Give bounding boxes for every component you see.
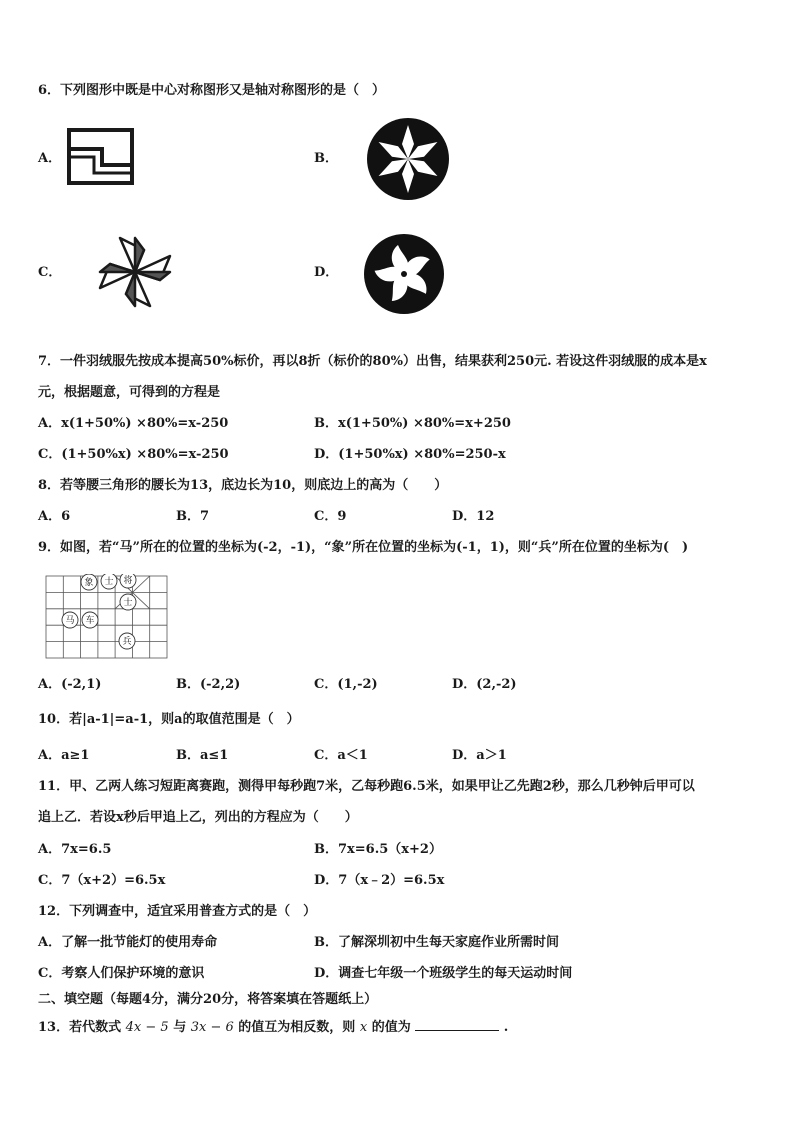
chess-piece-shi-2: 士 (123, 598, 133, 608)
q8-option-c: C．9 (314, 509, 347, 524)
q7-option-c: C．(1+50%x) ×80%=x-250 (38, 447, 229, 462)
q10-option-d: D．a＞1 (452, 748, 507, 763)
pinwheel-figure (96, 234, 174, 310)
q8-option-b: B．7 (176, 509, 210, 524)
q7-option-b: B．x(1+50%) ×80%=x+250 (314, 416, 511, 431)
q11-option-d: D．7（x﹣2）=6.5x (314, 873, 445, 888)
q9-option-d: D．(2,-2) (452, 677, 517, 692)
q8-option-a: A．6 (38, 509, 71, 524)
q9-option-a: A．(-2,1) (38, 677, 102, 692)
chess-piece-che: 车 (85, 616, 95, 626)
q11-option-a: A．7x=6.5 (38, 842, 112, 857)
q10-stem: 10．若|a-1|=a-1，则a的取值范围是（ ） (38, 712, 300, 727)
q13-mid: 与 (173, 1020, 187, 1035)
q12-option-a: A．了解一批节能灯的使用寿命 (38, 935, 218, 950)
circle-with-six-rhombi-figure (366, 117, 450, 201)
q11-stem-line1: 11．甲、乙两人练习短距离赛跑，测得甲每秒跑7米，乙每秒跑6.5米，如果甲让乙先跑2秒，那么几秒钟后甲可以 (38, 779, 695, 794)
q13-suffix: 的值为 (371, 1020, 411, 1035)
q11-option-b: B．7x=6.5（x+2） (314, 842, 442, 857)
q12-option-b: B．了解深圳初中生每天家庭作业所需时间 (314, 935, 559, 950)
q13-variable: x (359, 1020, 368, 1035)
q13-expression-1: 4x − 5 (125, 1020, 169, 1035)
chess-piece-shi-1: 士 (104, 577, 114, 587)
q7-option-d: D．(1+50%x) ×80%=250-x (314, 447, 506, 462)
q13-expression-2: 3x − 6 (190, 1020, 234, 1035)
q12-option-c: C．考察人们保护环境的意识 (38, 966, 205, 981)
q12-stem: 12．下列调查中，适宜采用普查方式的是（ ） (38, 904, 317, 919)
interlocking-rectangles-figure (66, 127, 136, 187)
circle-with-bauhinia-flower-figure (362, 233, 446, 315)
chess-piece-jiang: 将 (123, 576, 133, 586)
q6-option-c-label: C． (38, 265, 62, 280)
q13-stem (38, 1018, 508, 1036)
q9-option-b: B．(-2,2) (176, 677, 241, 692)
q6-option-a-label: A． (38, 151, 62, 166)
q9-stem: 9．如图，若“马”所在的位置的坐标为(-2，-1)，“象”所在位置的坐标为(-1，1)，则“兵”所在位置的坐标为( ) (38, 540, 689, 555)
chessboard-figure (44, 574, 170, 660)
q7-stem-line1: 7．一件羽绒服先按成本提高50%标价，再以8折（标价的80%）出售，结果获利250元. 若设这件羽绒服的成本是x (38, 354, 707, 369)
chess-piece-bing: 兵 (122, 637, 132, 647)
q9-option-c: C．(1,-2) (314, 677, 378, 692)
section-2-heading: 二、填空题（每题4分，满分20分，将答案填在答题纸上） (38, 992, 378, 1007)
q13-answer-blank[interactable] (415, 1018, 499, 1031)
q6-stem: 6．下列图形中既是中心对称图形又是轴对称图形的是（ ） (38, 83, 386, 98)
q10-option-b: B．a≤1 (176, 748, 229, 763)
q13-mid2: 的值互为相反数，则 (238, 1020, 356, 1035)
chess-piece-ma: 马 (65, 616, 75, 626)
q6-option-d-label: D． (314, 265, 339, 280)
chess-piece-xiang: 象 (84, 578, 94, 588)
q8-stem: 8．若等腰三角形的腰长为13，底边长为10，则底边上的高为（ ） (38, 478, 448, 493)
q7-option-a: A．x(1+50%) ×80%=x-250 (38, 416, 229, 431)
q13-prefix: 13．若代数式 (38, 1020, 122, 1035)
q11-stem-line2: 追上乙．若设x秒后甲追上乙，列出的方程应为（ ） (38, 810, 358, 825)
q12-option-d: D．调查七年级一个班级学生的每天运动时间 (314, 966, 573, 981)
q10-option-c: C．a＜1 (314, 748, 368, 763)
q7-stem-line2: 元，根据题意，可得到的方程是 (38, 385, 221, 400)
q13-end: . (503, 1020, 509, 1035)
q6-option-b-label: B． (314, 151, 338, 166)
q10-option-a: A．a≥1 (38, 748, 90, 763)
q8-option-d: D．12 (452, 509, 495, 524)
q11-option-c: C．7（x+2）=6.5x (38, 873, 166, 888)
